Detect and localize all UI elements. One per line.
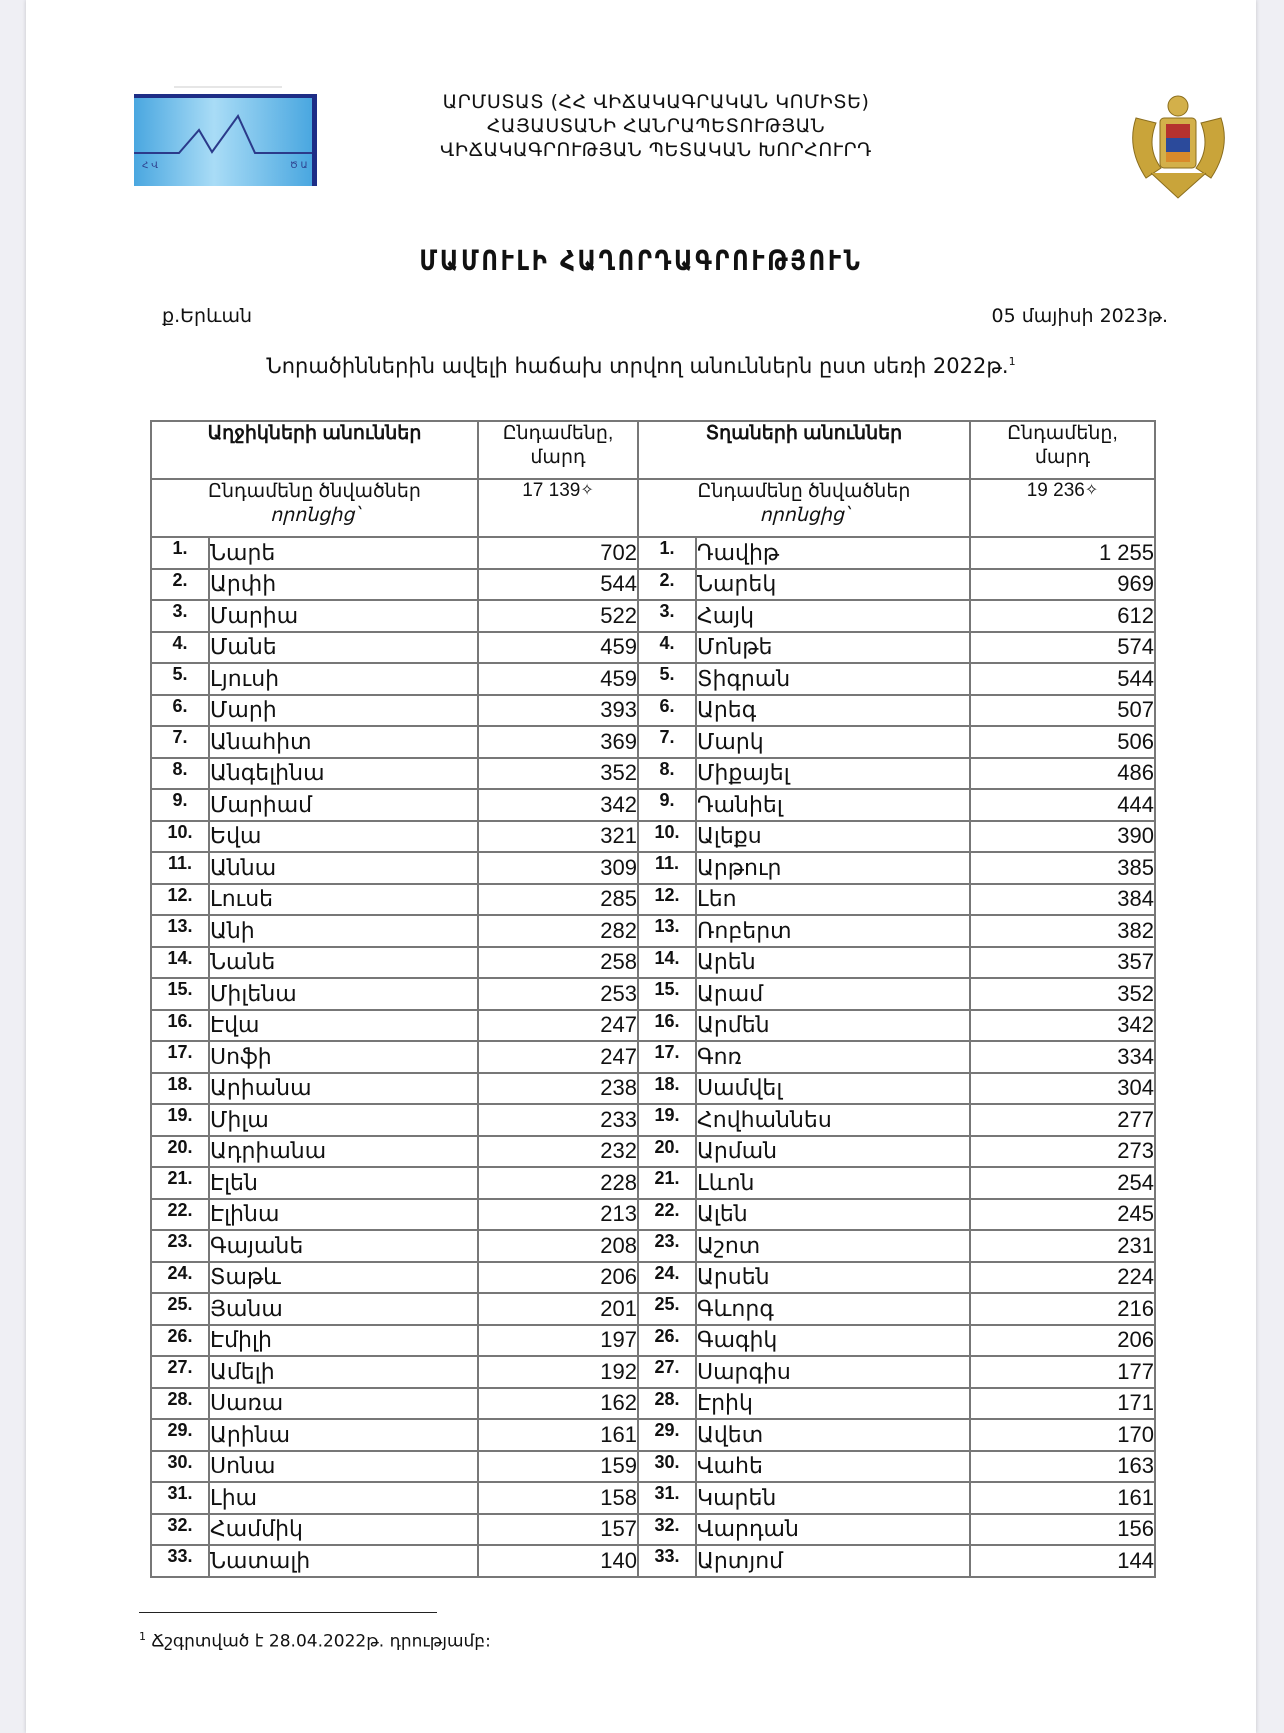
girl-rank: 22.	[151, 1199, 209, 1231]
boy-count: 273	[970, 1136, 1155, 1168]
boy-rank: 25.	[638, 1293, 696, 1325]
girl-count: 192	[478, 1356, 638, 1388]
boy-count: 177	[970, 1356, 1155, 1388]
boy-rank: 31.	[638, 1482, 696, 1514]
girl-rank: 8.	[151, 758, 209, 790]
girl-name: Սոֆի	[209, 1041, 478, 1073]
girl-name: Արիանա	[209, 1073, 478, 1105]
boy-rank: 18.	[638, 1073, 696, 1105]
girl-rank: 9.	[151, 789, 209, 821]
girl-rank: 11.	[151, 852, 209, 884]
table-row	[151, 537, 1155, 569]
girl-name: Տաթև	[209, 1262, 478, 1294]
statistics-logo-icon	[134, 94, 317, 186]
girl-count: 459	[478, 663, 638, 695]
girl-name: Էմիլի	[209, 1325, 478, 1357]
girl-count: 159	[478, 1451, 638, 1483]
boy-name: Արեն	[696, 947, 970, 979]
boy-rank: 30.	[638, 1451, 696, 1483]
girl-name: Նարե	[209, 537, 478, 569]
girl-rank: 15.	[151, 978, 209, 1010]
girl-rank: 21.	[151, 1167, 209, 1199]
table-row	[151, 1167, 1155, 1199]
boys-all-births-label: Ընդամենը ծնվածներ որոնցից՝	[638, 479, 970, 537]
boy-rank: 9.	[638, 789, 696, 821]
girl-rank: 28.	[151, 1388, 209, 1420]
girl-count: 157	[478, 1514, 638, 1546]
boy-rank: 2.	[638, 569, 696, 601]
girl-rank: 3.	[151, 600, 209, 632]
boy-count: 544	[970, 663, 1155, 695]
boys-total-value: 19 236✧	[970, 479, 1155, 537]
table-row	[151, 569, 1155, 601]
girl-name: Նանե	[209, 947, 478, 979]
boy-rank: 32.	[638, 1514, 696, 1546]
table-row	[151, 884, 1155, 916]
table-row	[151, 947, 1155, 979]
girl-name: Արփի	[209, 569, 478, 601]
total-mark-icon: ✧	[1084, 482, 1099, 499]
table-row	[151, 726, 1155, 758]
boy-rank: 6.	[638, 695, 696, 727]
total-mark-icon: ✧	[580, 482, 594, 499]
boy-rank: 29.	[638, 1419, 696, 1451]
boy-name: Ալեն	[696, 1199, 970, 1231]
boy-rank: 8.	[638, 758, 696, 790]
city-label: ք.Երևան	[162, 305, 253, 327]
girl-count: 197	[478, 1325, 638, 1357]
girl-count: 522	[478, 600, 638, 632]
boys-total-header: Ընդամենը, մարդ	[970, 421, 1155, 479]
girl-name: Յանա	[209, 1293, 478, 1325]
boy-count: 352	[970, 978, 1155, 1010]
girls-total-value: 17 139✧	[478, 479, 638, 537]
document-title: ՄԱՄՈՒԼԻ ՀԱՂՈՐԴԱԳՐՈՒԹՅՈՒՆ	[419, 244, 863, 277]
girl-count: 544	[478, 569, 638, 601]
boy-count: 144	[970, 1545, 1155, 1577]
girl-count: 282	[478, 915, 638, 947]
boy-name: Արսեն	[696, 1262, 970, 1294]
boy-count: 334	[970, 1041, 1155, 1073]
girl-rank: 26.	[151, 1325, 209, 1357]
boy-rank: 19.	[638, 1104, 696, 1136]
table-subtitle	[26, 354, 1256, 378]
girl-count: 352	[478, 758, 638, 790]
girl-rank: 32.	[151, 1514, 209, 1546]
table-row	[151, 695, 1155, 727]
boy-name: Լևոն	[696, 1167, 970, 1199]
girl-rank: 29.	[151, 1419, 209, 1451]
boy-rank: 24.	[638, 1262, 696, 1294]
boy-rank: 20.	[638, 1136, 696, 1168]
girl-rank: 6.	[151, 695, 209, 727]
boy-count: 245	[970, 1199, 1155, 1231]
girl-rank: 20.	[151, 1136, 209, 1168]
table-row	[151, 1514, 1155, 1546]
boy-name: Մարկ	[696, 726, 970, 758]
girl-rank: 13.	[151, 915, 209, 947]
boy-count: 390	[970, 821, 1155, 853]
table-row	[151, 1041, 1155, 1073]
boy-count: 342	[970, 1010, 1155, 1042]
footnote-ref: 1	[1008, 355, 1016, 368]
girl-count: 309	[478, 852, 638, 884]
footnote: $^1$ Ճշգրտված է 28.04.2022թ. դրությամբ:	[139, 1630, 491, 1652]
boy-rank: 22.	[638, 1199, 696, 1231]
table-row	[151, 1199, 1155, 1231]
girl-rank: 2.	[151, 569, 209, 601]
girl-rank: 27.	[151, 1356, 209, 1388]
boy-count: 357	[970, 947, 1155, 979]
girl-name: Միլա	[209, 1104, 478, 1136]
table-row	[151, 1356, 1155, 1388]
girl-rank: 30.	[151, 1451, 209, 1483]
table-row	[151, 1388, 1155, 1420]
boy-name: Արեգ	[696, 695, 970, 727]
boy-name: Գագիկ	[696, 1325, 970, 1357]
girl-rank: 1.	[151, 537, 209, 569]
boy-rank: 10.	[638, 821, 696, 853]
girl-rank: 16.	[151, 1010, 209, 1042]
boy-name: Աշոտ	[696, 1230, 970, 1262]
org-line-2: ՀԱՅԱՍՏԱՆԻ ՀԱՆՐԱՊԵՏՈՒԹՅԱՆ	[486, 115, 826, 137]
girl-rank: 10.	[151, 821, 209, 853]
girl-rank: 17.	[151, 1041, 209, 1073]
table-row	[151, 1230, 1155, 1262]
boy-count: 216	[970, 1293, 1155, 1325]
boy-name: Մոնթե	[696, 632, 970, 664]
boy-count: 163	[970, 1451, 1155, 1483]
boy-count: 444	[970, 789, 1155, 821]
boy-count: 254	[970, 1167, 1155, 1199]
girl-count: 232	[478, 1136, 638, 1168]
boy-name: Սարգիս	[696, 1356, 970, 1388]
svg-text:Հ Վ: Հ Վ	[142, 161, 159, 171]
boy-count: 304	[970, 1073, 1155, 1105]
girl-name: Անահիտ	[209, 726, 478, 758]
girl-count: 258	[478, 947, 638, 979]
girl-name: Սոնա	[209, 1451, 478, 1483]
all-births-row	[151, 479, 1155, 537]
boy-rank: 17.	[638, 1041, 696, 1073]
girl-rank: 14.	[151, 947, 209, 979]
girl-name: Նատալի	[209, 1545, 478, 1577]
svg-text:Ծ Ա: Ծ Ա	[290, 161, 308, 171]
boy-count: 385	[970, 852, 1155, 884]
boy-rank: 21.	[638, 1167, 696, 1199]
boy-rank: 14.	[638, 947, 696, 979]
boy-name: Արամ	[696, 978, 970, 1010]
boy-rank: 27.	[638, 1356, 696, 1388]
boy-name: Միքայել	[696, 758, 970, 790]
boy-rank: 26.	[638, 1325, 696, 1357]
table-row	[151, 758, 1155, 790]
girl-name: Էլինա	[209, 1199, 478, 1231]
boy-rank: 4.	[638, 632, 696, 664]
girl-count: 206	[478, 1262, 638, 1294]
girl-name: Մարիամ	[209, 789, 478, 821]
logo-shadow	[174, 86, 282, 88]
boy-count: 224	[970, 1262, 1155, 1294]
girl-count: 393	[478, 695, 638, 727]
girl-rank: 5.	[151, 663, 209, 695]
girl-name: Էլեն	[209, 1167, 478, 1199]
girl-name: Սառա	[209, 1388, 478, 1420]
girl-rank: 25.	[151, 1293, 209, 1325]
girl-name: Լուսե	[209, 884, 478, 916]
boy-name: Ավետ	[696, 1419, 970, 1451]
girl-rank: 33.	[151, 1545, 209, 1577]
girl-count: 208	[478, 1230, 638, 1262]
girl-name: Մարիա	[209, 600, 478, 632]
girl-name: Համմիկ	[209, 1514, 478, 1546]
girl-name: Լիա	[209, 1482, 478, 1514]
boy-count: 277	[970, 1104, 1155, 1136]
table-row	[151, 1073, 1155, 1105]
header-row	[151, 421, 1155, 479]
girl-name: Էվա	[209, 1010, 478, 1042]
boy-rank: 1.	[638, 537, 696, 569]
girl-count: 702	[478, 537, 638, 569]
table-row	[151, 1482, 1155, 1514]
girl-name: Ամելի	[209, 1356, 478, 1388]
boy-name: Տիգրան	[696, 663, 970, 695]
boy-rank: 23.	[638, 1230, 696, 1262]
boy-rank: 3.	[638, 600, 696, 632]
boy-name: Արտյոմ	[696, 1545, 970, 1577]
girl-count: 162	[478, 1388, 638, 1420]
girl-rank: 31.	[151, 1482, 209, 1514]
boy-rank: 16.	[638, 1010, 696, 1042]
girl-name: Եվա	[209, 821, 478, 853]
girl-name: Մարի	[209, 695, 478, 727]
boy-rank: 12.	[638, 884, 696, 916]
footnote-text: Ճշգրտված է 28.04.2022թ. դրությամբ:	[151, 1631, 491, 1652]
girl-count: 342	[478, 789, 638, 821]
footnote-divider	[139, 1612, 437, 1613]
document-date: 05 մայիսի 2023թ.	[991, 305, 1168, 327]
subtitle-text: Նորածիններին ավելի հաճախ տրվող անուններն ըստ սեռի 2022թ.	[266, 354, 1009, 378]
boy-count: 231	[970, 1230, 1155, 1262]
table-row	[151, 1325, 1155, 1357]
boy-count: 382	[970, 915, 1155, 947]
organization-name	[426, 90, 886, 162]
boy-count: 171	[970, 1388, 1155, 1420]
boy-name: Դավիթ	[696, 537, 970, 569]
girl-name: Մանե	[209, 632, 478, 664]
girl-rank: 23.	[151, 1230, 209, 1262]
table-row	[151, 1262, 1155, 1294]
table-row	[151, 1010, 1155, 1042]
table-row	[151, 1419, 1155, 1451]
girls-total-header: Ընդամենը, մարդ	[478, 421, 638, 479]
boy-rank: 7.	[638, 726, 696, 758]
table-row	[151, 1136, 1155, 1168]
boy-count: 384	[970, 884, 1155, 916]
table-row	[151, 1293, 1155, 1325]
boy-rank: 33.	[638, 1545, 696, 1577]
coat-of-arms-icon	[1116, 88, 1241, 203]
boy-count: 156	[970, 1514, 1155, 1546]
girl-rank: 24.	[151, 1262, 209, 1294]
girl-name: Անգելինա	[209, 758, 478, 790]
boy-count: 486	[970, 758, 1155, 790]
boy-name: Վարդան	[696, 1514, 970, 1546]
girl-count: 247	[478, 1010, 638, 1042]
table-row	[151, 852, 1155, 884]
boy-rank: 13.	[638, 915, 696, 947]
boy-name: Սամվել	[696, 1073, 970, 1105]
boy-count: 507	[970, 695, 1155, 727]
girl-count: 238	[478, 1073, 638, 1105]
names-table	[150, 420, 1156, 1578]
girl-rank: 12.	[151, 884, 209, 916]
boy-name: Լեո	[696, 884, 970, 916]
boy-count: 574	[970, 632, 1155, 664]
girl-count: 161	[478, 1419, 638, 1451]
boy-name: Արթուր	[696, 852, 970, 884]
girl-rank: 7.	[151, 726, 209, 758]
girl-count: 253	[478, 978, 638, 1010]
girl-count: 285	[478, 884, 638, 916]
boy-rank: 11.	[638, 852, 696, 884]
boy-name: Գևորգ	[696, 1293, 970, 1325]
boy-name: Կարեն	[696, 1482, 970, 1514]
boy-count: 1 255	[970, 537, 1155, 569]
boy-count: 612	[970, 600, 1155, 632]
boy-rank: 5.	[638, 663, 696, 695]
table-row	[151, 978, 1155, 1010]
table-row	[151, 663, 1155, 695]
girl-name: Արինա	[209, 1419, 478, 1451]
boy-name: Դանիել	[696, 789, 970, 821]
girl-count: 247	[478, 1041, 638, 1073]
boy-name: Ալեքս	[696, 821, 970, 853]
boy-count: 506	[970, 726, 1155, 758]
table-row	[151, 600, 1155, 632]
girl-count: 369	[478, 726, 638, 758]
boys-names-header: Տղաների անուններ	[638, 421, 970, 479]
girl-rank: 4.	[151, 632, 209, 664]
document-page	[26, 0, 1256, 1733]
girls-names-header: Աղջիկների անուններ	[151, 421, 478, 479]
girl-count: 228	[478, 1167, 638, 1199]
girl-rank: 19.	[151, 1104, 209, 1136]
girl-count: 140	[478, 1545, 638, 1577]
girl-name: Լյուսի	[209, 663, 478, 695]
boy-name: Հովհաննես	[696, 1104, 970, 1136]
table-row	[151, 1545, 1155, 1577]
boy-count: 161	[970, 1482, 1155, 1514]
org-line-1: ԱՐՄՍՏԱՏ (ՀՀ ՎԻՃԱԿԱԳՐԱԿԱՆ ԿՈՄԻՏԵ)	[442, 91, 870, 113]
org-line-3: ՎԻՃԱԿԱԳՐՈՒԹՅԱՆ ՊԵՏԱԿԱՆ ԽՈՐՀՈՒՐԴ	[440, 139, 872, 161]
girl-rank: 18.	[151, 1073, 209, 1105]
table-row	[151, 1451, 1155, 1483]
table-row	[151, 789, 1155, 821]
table-row	[151, 632, 1155, 664]
boy-name: Նարեկ	[696, 569, 970, 601]
boy-name: Վահե	[696, 1451, 970, 1483]
boy-name: Հայկ	[696, 600, 970, 632]
girl-name: Ադրիանա	[209, 1136, 478, 1168]
boy-count: 969	[970, 569, 1155, 601]
girl-name: Աննա	[209, 852, 478, 884]
table-row	[151, 915, 1155, 947]
girl-count: 459	[478, 632, 638, 664]
boy-name: Ռոբերտ	[696, 915, 970, 947]
girl-count: 201	[478, 1293, 638, 1325]
boy-name: Էրիկ	[696, 1388, 970, 1420]
girl-name: Գայանե	[209, 1230, 478, 1262]
names-table-body	[151, 537, 1155, 1577]
girl-count: 321	[478, 821, 638, 853]
table-row	[151, 1104, 1155, 1136]
girl-name: Անի	[209, 915, 478, 947]
boy-name: Արմեն	[696, 1010, 970, 1042]
girl-count: 233	[478, 1104, 638, 1136]
boy-name: Արման	[696, 1136, 970, 1168]
table-row	[151, 821, 1155, 853]
girl-count: 213	[478, 1199, 638, 1231]
boy-count: 170	[970, 1419, 1155, 1451]
boy-rank: 15.	[638, 978, 696, 1010]
boy-count: 206	[970, 1325, 1155, 1357]
girl-name: Միլենա	[209, 978, 478, 1010]
girls-all-births-label: Ընդամենը ծնվածներ որոնցից՝	[151, 479, 478, 537]
girl-count: 158	[478, 1482, 638, 1514]
boy-name: Գոռ	[696, 1041, 970, 1073]
boy-rank: 28.	[638, 1388, 696, 1420]
